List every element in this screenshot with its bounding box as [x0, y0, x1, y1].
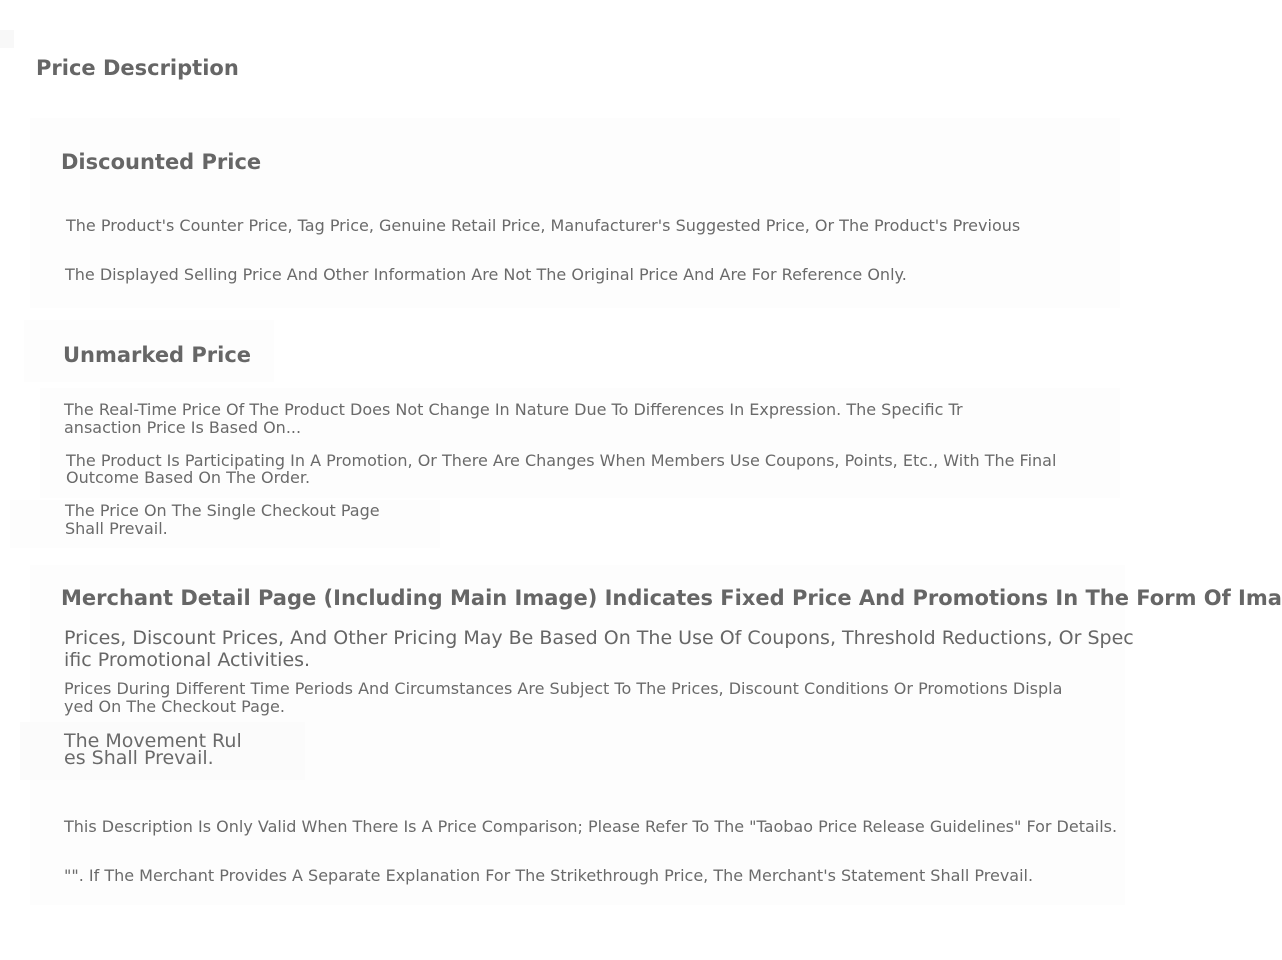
unmarked-price-line-4: Outcome Based On The Order. — [66, 468, 311, 487]
merchant-detail-line-4: yed On The Checkout Page. — [64, 697, 285, 716]
discounted-price-line-2: The Displayed Selling Price And Other Information Are Not The Original Price And Are For Reference Only. — [65, 265, 907, 284]
unmarked-price-line-3: The Product Is Participating In A Promotion, Or There Are Changes When Members Use Coupons, Points, Etc., With The Final — [66, 451, 1057, 470]
merchant-detail-line-2: ific Promotional Activities. — [64, 649, 311, 671]
merchant-detail-line-1: Prices, Discount Prices, And Other Pricing May Be Based On The Use Of Coupons, Threshold Reductions, Or Spec — [64, 627, 1134, 649]
unmarked-price-line-2: ansaction Price Is Based On... — [64, 418, 302, 437]
merchant-detail-line-6: es Shall Prevail. — [64, 747, 214, 769]
merchant-detail-line-8: "". If The Merchant Provides A Separate Explanation For The Strikethrough Price, The Merchant's Statement Shall Prevail. — [64, 866, 1034, 885]
corner-mark — [0, 30, 14, 48]
section-title-discounted-price: Discounted Price — [61, 150, 262, 174]
discounted-price-line-1: The Product's Counter Price, Tag Price, Genuine Retail Price, Manufacturer's Suggested Price, Or The Product's Previous — [66, 216, 1021, 235]
unmarked-price-line-1: The Real-Time Price Of The Product Does Not Change In Nature Due To Differences In Expression. The Specific Tr — [64, 400, 963, 419]
merchant-detail-line-5: The Movement Rul — [64, 730, 242, 752]
unmarked-price-line-5: The Price On The Single Checkout Page — [65, 501, 380, 520]
merchant-detail-line-7: This Description Is Only Valid When There Is A Price Comparison; Please Refer To The "Taobao Price Release Guidelines" For Details. — [64, 817, 1118, 836]
unmarked-price-line-6: Shall Prevail. — [65, 519, 168, 538]
section-title-unmarked-price: Unmarked Price — [63, 343, 252, 367]
merchant-detail-line-3: Prices During Different Time Periods And Circumstances Are Subject To The Prices, Discount Conditions Or Promotions Displa — [64, 679, 1063, 698]
section-title-merchant-detail: Merchant Detail Page (Including Main Image) Indicates Fixed Price And Promotions In The Form Of Ima — [61, 586, 1282, 610]
page-title: Price Description — [36, 56, 239, 80]
